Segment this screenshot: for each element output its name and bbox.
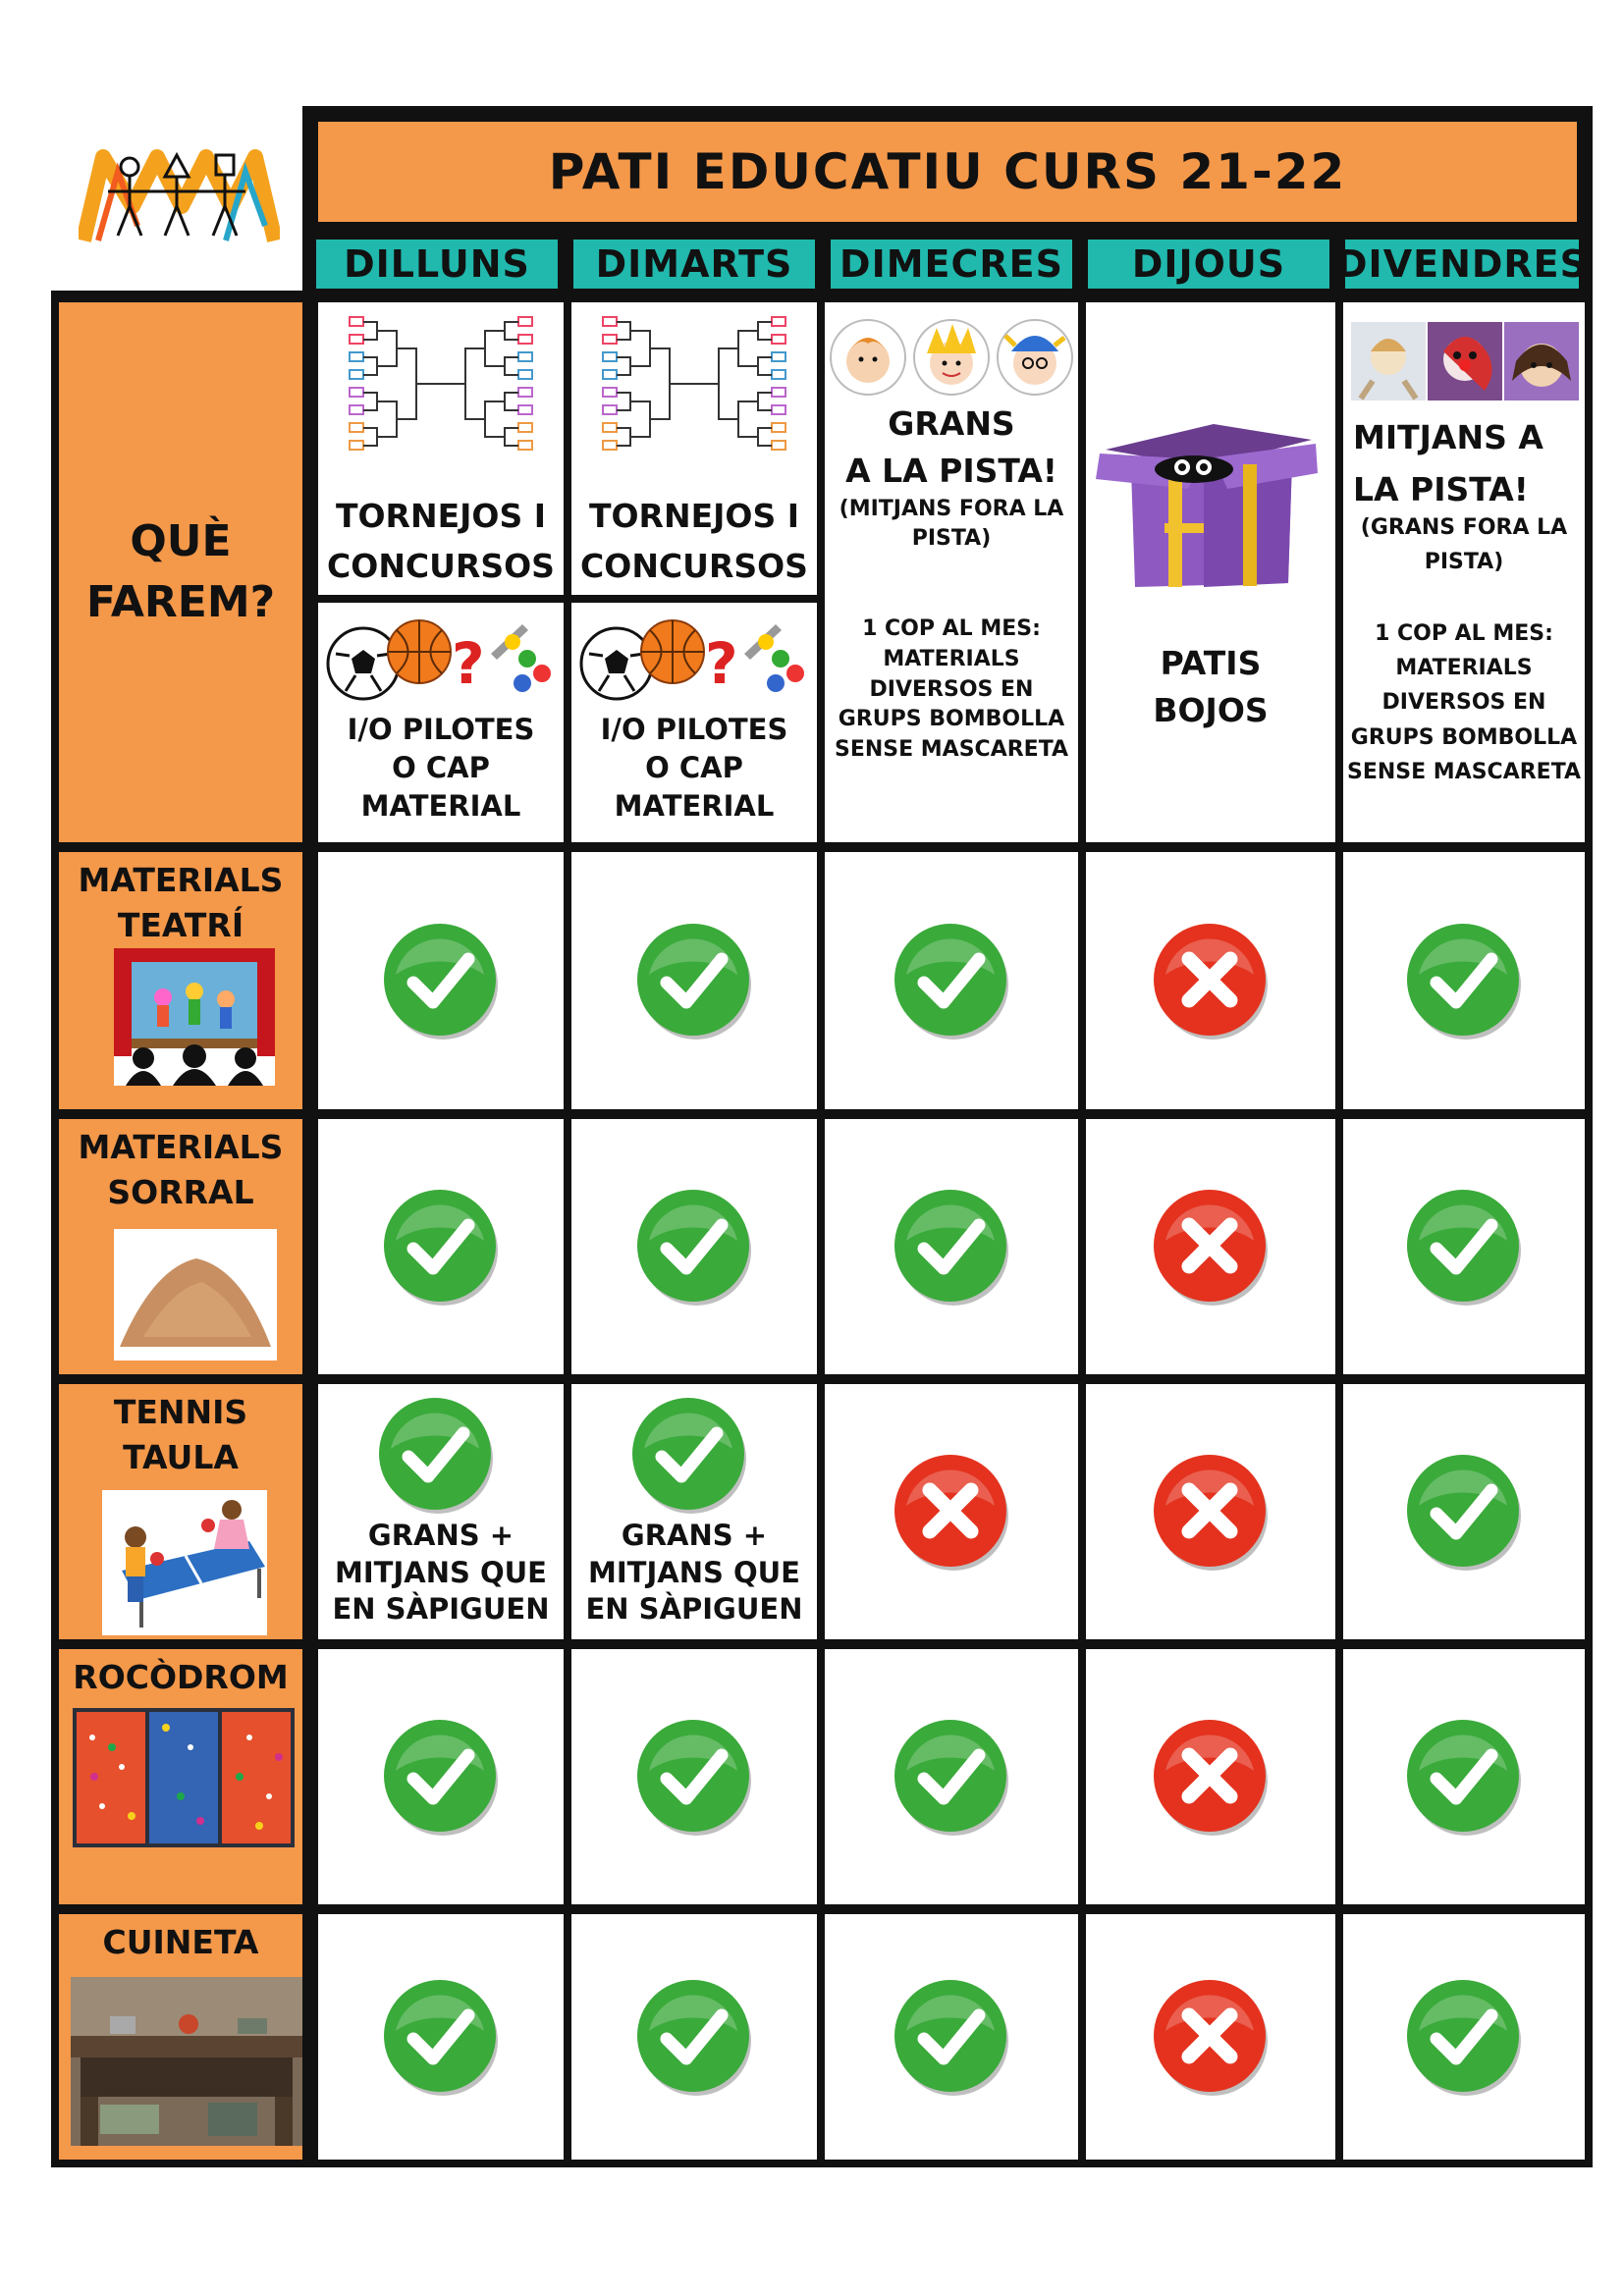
bracket-image <box>601 312 787 459</box>
row-sorral-line2: SORRAL <box>107 1173 254 1212</box>
balls-material-image <box>326 614 562 705</box>
svg-text:?: ? <box>452 630 485 697</box>
check-icon <box>1403 920 1525 1041</box>
svg-text:?: ? <box>705 630 738 697</box>
cross-icon <box>891 1451 1012 1573</box>
check-icon <box>633 1976 755 2098</box>
check-icon <box>633 1716 755 1838</box>
rocodrom-dilluns-cell <box>318 1649 564 1904</box>
check-icon <box>375 1394 497 1516</box>
day-header-dimarts: DIMARTS <box>568 234 821 294</box>
dilluns-top-line2: CONCURSOS <box>327 547 555 586</box>
tennis-dimarts-note3: EN SÀPIGUEN <box>585 1592 803 1627</box>
rocodrom-dijous-cell <box>1086 1649 1335 1904</box>
check-icon <box>380 920 502 1041</box>
rocodrom-dimecres-cell <box>825 1649 1078 1904</box>
dimarts-tournaments-cell <box>571 302 817 595</box>
dimecres-extra5: SENSE MASCARETA <box>834 737 1069 763</box>
check-icon <box>891 920 1012 1041</box>
check-icon <box>633 920 755 1041</box>
dimarts-bottom-line2: O CAP <box>645 751 743 785</box>
dimecres-line1: GRANS <box>888 404 1015 443</box>
dimarts-top-line2: CONCURSOS <box>580 547 808 586</box>
divendres-line2: LA PISTA! <box>1353 469 1529 508</box>
dijous-activity-cell <box>1086 302 1335 842</box>
cuineta-divendres-cell <box>1343 1914 1585 2160</box>
dijous-line1: PATIS <box>1160 644 1262 682</box>
teatri-dijous-cell <box>1086 852 1335 1109</box>
balls-material-image <box>579 614 815 705</box>
divendres-note1: (GRANS FORA LA <box>1360 515 1568 540</box>
sorral-dimarts-cell <box>571 1119 817 1374</box>
dimecres-extra1: 1 COP AL MES: <box>862 616 1041 641</box>
divendres-extra4: GRUPS BOMBOLLA <box>1350 724 1578 750</box>
dimarts-bottom-line1: I/O PILOTES <box>600 713 788 746</box>
bracket-image <box>348 312 534 459</box>
dimecres-line2: A LA PISTA! <box>845 451 1057 490</box>
dimecres-activity-cell <box>825 302 1078 842</box>
sorral-dijous-cell <box>1086 1119 1335 1374</box>
cross-icon <box>1150 1186 1272 1308</box>
rocodrom-divendres-cell <box>1343 1649 1585 1904</box>
check-icon <box>1403 1976 1525 2098</box>
dilluns-tournaments-cell <box>318 302 564 595</box>
check-icon <box>628 1394 750 1516</box>
row-tennis-line1: TENNIS <box>113 1393 248 1431</box>
row-label-sorral <box>59 1119 302 1374</box>
tennis-dilluns-note2: MITJANS QUE <box>335 1555 547 1589</box>
check-icon <box>380 1716 502 1838</box>
divendres-note2: PISTA) <box>1424 550 1504 575</box>
tennis-dimarts-note1: GRANS + <box>621 1519 768 1552</box>
dimecres-note2: PISTA) <box>911 525 992 551</box>
teatri-dilluns-cell <box>318 852 564 1109</box>
row-sorral-line1: MATERIALS <box>78 1128 284 1166</box>
divendres-activity-cell <box>1343 302 1585 842</box>
theater-image <box>114 948 275 1086</box>
clowns-image <box>1351 322 1579 400</box>
tennis-dilluns-note3: EN SÀPIGUEN <box>332 1592 550 1627</box>
check-icon <box>380 1186 502 1308</box>
divendres-extra3: DIVERSOS EN <box>1381 690 1546 716</box>
row-teatri-line2: TEATRÍ <box>117 906 244 945</box>
teatri-divendres-cell <box>1343 852 1585 1109</box>
row-tennis-line2: TAULA <box>123 1438 239 1477</box>
dimecres-extra3: DIVERSOS EN <box>869 676 1034 702</box>
rocodrom-dimarts-cell <box>571 1649 817 1904</box>
dimarts-bottom-line3: MATERIAL <box>614 789 775 824</box>
dimecres-extra4: GRUPS BOMBOLLA <box>838 707 1065 732</box>
climbing-wall-image <box>73 1708 295 1847</box>
que-farem-line1: QUÈ <box>130 516 232 567</box>
school-logo <box>79 137 280 250</box>
row-rocodrom-line1: ROCÒDROM <box>73 1658 289 1696</box>
dimecres-extra2: MATERIALS <box>883 646 1020 671</box>
check-icon <box>380 1976 502 2098</box>
row-label-cuineta <box>59 1914 302 2160</box>
dilluns-balls-cell <box>318 603 564 842</box>
row-label-tennis-taula <box>59 1384 302 1639</box>
check-icon <box>1403 1716 1525 1838</box>
row-cuineta-line1: CUINETA <box>102 1923 259 1961</box>
divendres-extra1: 1 COP AL MES: <box>1375 621 1553 646</box>
check-icon <box>1403 1186 1525 1308</box>
row-label-rocodrom <box>59 1649 302 1904</box>
sorral-dimecres-cell <box>825 1119 1078 1374</box>
row-label-teatri <box>59 852 302 1109</box>
dilluns-bottom-line2: O CAP <box>392 751 490 785</box>
sorral-dilluns-cell <box>318 1119 564 1374</box>
page-title: PATI EDUCATIU CURS 21-22 <box>310 114 1585 230</box>
tennis-dilluns-cell <box>318 1384 564 1639</box>
cartoon-characters-image <box>829 316 1074 399</box>
tennis-dimarts-note2: MITJANS QUE <box>588 1555 800 1589</box>
check-icon <box>633 1186 755 1308</box>
cuineta-dilluns-cell <box>318 1914 564 2160</box>
tennis-dilluns-note1: GRANS + <box>367 1519 514 1552</box>
cuineta-dijous-cell <box>1086 1914 1335 2160</box>
check-icon <box>1403 1451 1525 1573</box>
divendres-line1: MITJANS A <box>1353 418 1543 456</box>
cuineta-dimecres-cell <box>825 1914 1078 2160</box>
sorral-divendres-cell <box>1343 1119 1585 1374</box>
check-icon <box>891 1976 1012 2098</box>
tennis-divendres-cell <box>1343 1384 1585 1639</box>
kitchen-image <box>71 1977 302 2146</box>
dimarts-balls-cell <box>571 603 817 842</box>
que-farem-line2: FAREM? <box>85 577 276 627</box>
tennis-dimarts-cell <box>571 1384 817 1639</box>
divendres-extra2: MATERIALS <box>1395 656 1533 681</box>
cross-icon <box>1150 1976 1272 2098</box>
tennis-dimecres-cell <box>825 1384 1078 1639</box>
cross-icon <box>1150 1716 1272 1838</box>
dilluns-bottom-line3: MATERIAL <box>360 789 521 824</box>
day-header-dimecres: DIMECRES <box>825 234 1078 294</box>
check-icon <box>891 1186 1012 1308</box>
row-teatri-line1: MATERIALS <box>78 861 284 899</box>
teatri-dimecres-cell <box>825 852 1078 1109</box>
divendres-extra5: SENSE MASCARETA <box>1346 759 1582 784</box>
check-icon <box>891 1716 1012 1838</box>
ping-pong-image <box>102 1490 267 1635</box>
mystery-box-image <box>1096 410 1322 597</box>
teatri-dimarts-cell <box>571 852 817 1109</box>
dilluns-bottom-line1: I/O PILOTES <box>347 713 535 746</box>
dimarts-top-line1: TORNEJOS I <box>588 497 799 535</box>
dimecres-note1: (MITJANS FORA LA <box>839 497 1064 521</box>
dilluns-top-line1: TORNEJOS I <box>335 497 546 535</box>
day-header-divendres: DIVENDRES <box>1339 234 1585 294</box>
cross-icon <box>1150 1451 1272 1573</box>
sand-image <box>114 1229 277 1361</box>
dijous-line2: BOJOS <box>1153 690 1269 729</box>
cuineta-dimarts-cell <box>571 1914 817 2160</box>
cross-icon <box>1150 920 1272 1041</box>
day-header-dilluns: DILLUNS <box>310 234 564 294</box>
tennis-dijous-cell <box>1086 1384 1335 1639</box>
day-header-dijous: DIJOUS <box>1082 234 1335 294</box>
que-farem-label <box>59 302 302 842</box>
